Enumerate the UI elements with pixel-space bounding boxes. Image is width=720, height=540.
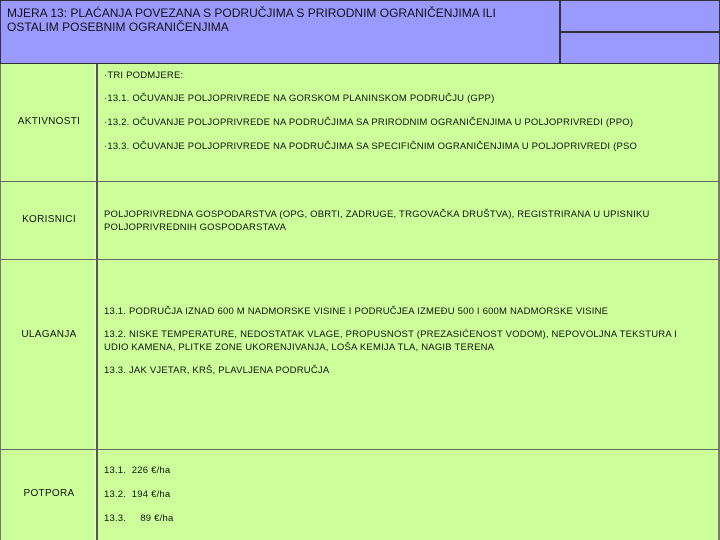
row-aktivnosti	[0, 64, 720, 182]
list-item: 13.3. JAK VJETAR, KRŠ, PLAVLJENA PODRUČJA	[104, 365, 330, 376]
row-label: ULAGANJA	[21, 329, 77, 340]
row-ulaganja	[0, 260, 720, 450]
row-label: AKTIVNOSTI	[17, 116, 81, 127]
row-korisnici	[0, 182, 720, 260]
list-item: 13.1. PODRUČJA IZNAD 600 M NADMORSKE VISINE I PODRUČJEA IZMEĐU 500 I 600M NADMORSKE VISINE	[104, 306, 609, 317]
list-item: ·13.1. OČUVANJE POLJOPRIVREDE NA GORSKOM PLANINSKOM PODRUČJU (GPP)	[104, 93, 495, 104]
row-label: POTPORA	[23, 488, 75, 499]
row-potpora	[0, 450, 720, 540]
header-right-cell-top	[560, 0, 720, 32]
list-item: 13.2. NISKE TEMPERATURE, NEDOSTATAK VLAGE, PROPUSNOST (PREZASIĆENOST VODOM), NEPOVOLJNA TEKSTURA I UDIO KAMENA, PLITKE ZONE UKORENJIVANJA, LOŠA KEMIJA TLA, NAGIB TERENA	[104, 329, 678, 353]
header-right-cell-bottom	[560, 32, 720, 64]
row-label-cell	[0, 260, 98, 449]
row-label: KORISNICI	[22, 214, 76, 225]
header-cell	[0, 0, 560, 64]
list-item: ·13.2. OČUVANJE POLJOPRIVREDE NA PODRUČJIMA SA PRIRODNIM OGRANIČENJIMA U POLJOPRIVREDI (PPO)	[104, 117, 634, 128]
cell-text: POLJOPRIVREDNA GOSPODARSTVA (OPG, OBRTI, ZADRUGE, TRGOVAČKA DRUŠTVA), REGISTRIRANA U UPISNIKU POLJOPRIVREDNIH GOSPODARSTAVA	[104, 209, 650, 233]
page-title: MJERA 13: PLAĆANJA POVEZANA S PODRUČJIMA S PRIRODNIM OGRANIČENJIMA ILI OSTALIM POSEBNIM OGRANIČENJIMA	[7, 6, 496, 34]
list-item: 13.2. 194 €/ha	[104, 489, 171, 500]
row-label-cell	[0, 450, 98, 540]
list-item: ·13.3. OČUVANJE POLJOPRIVREDE NA PODRUČJIMA SA SPECIFIČNIM OGRANIČENJIMA U POLJOPRIVREDI (PSO	[104, 141, 638, 152]
list-item: ·TRI PODMJERE:	[104, 70, 184, 81]
list-item: 13.1. 226 €/ha	[104, 465, 171, 476]
row-label-cell	[0, 64, 98, 181]
list-item: 13.3. 89 €/ha	[104, 513, 174, 524]
row-label-cell	[0, 182, 98, 259]
